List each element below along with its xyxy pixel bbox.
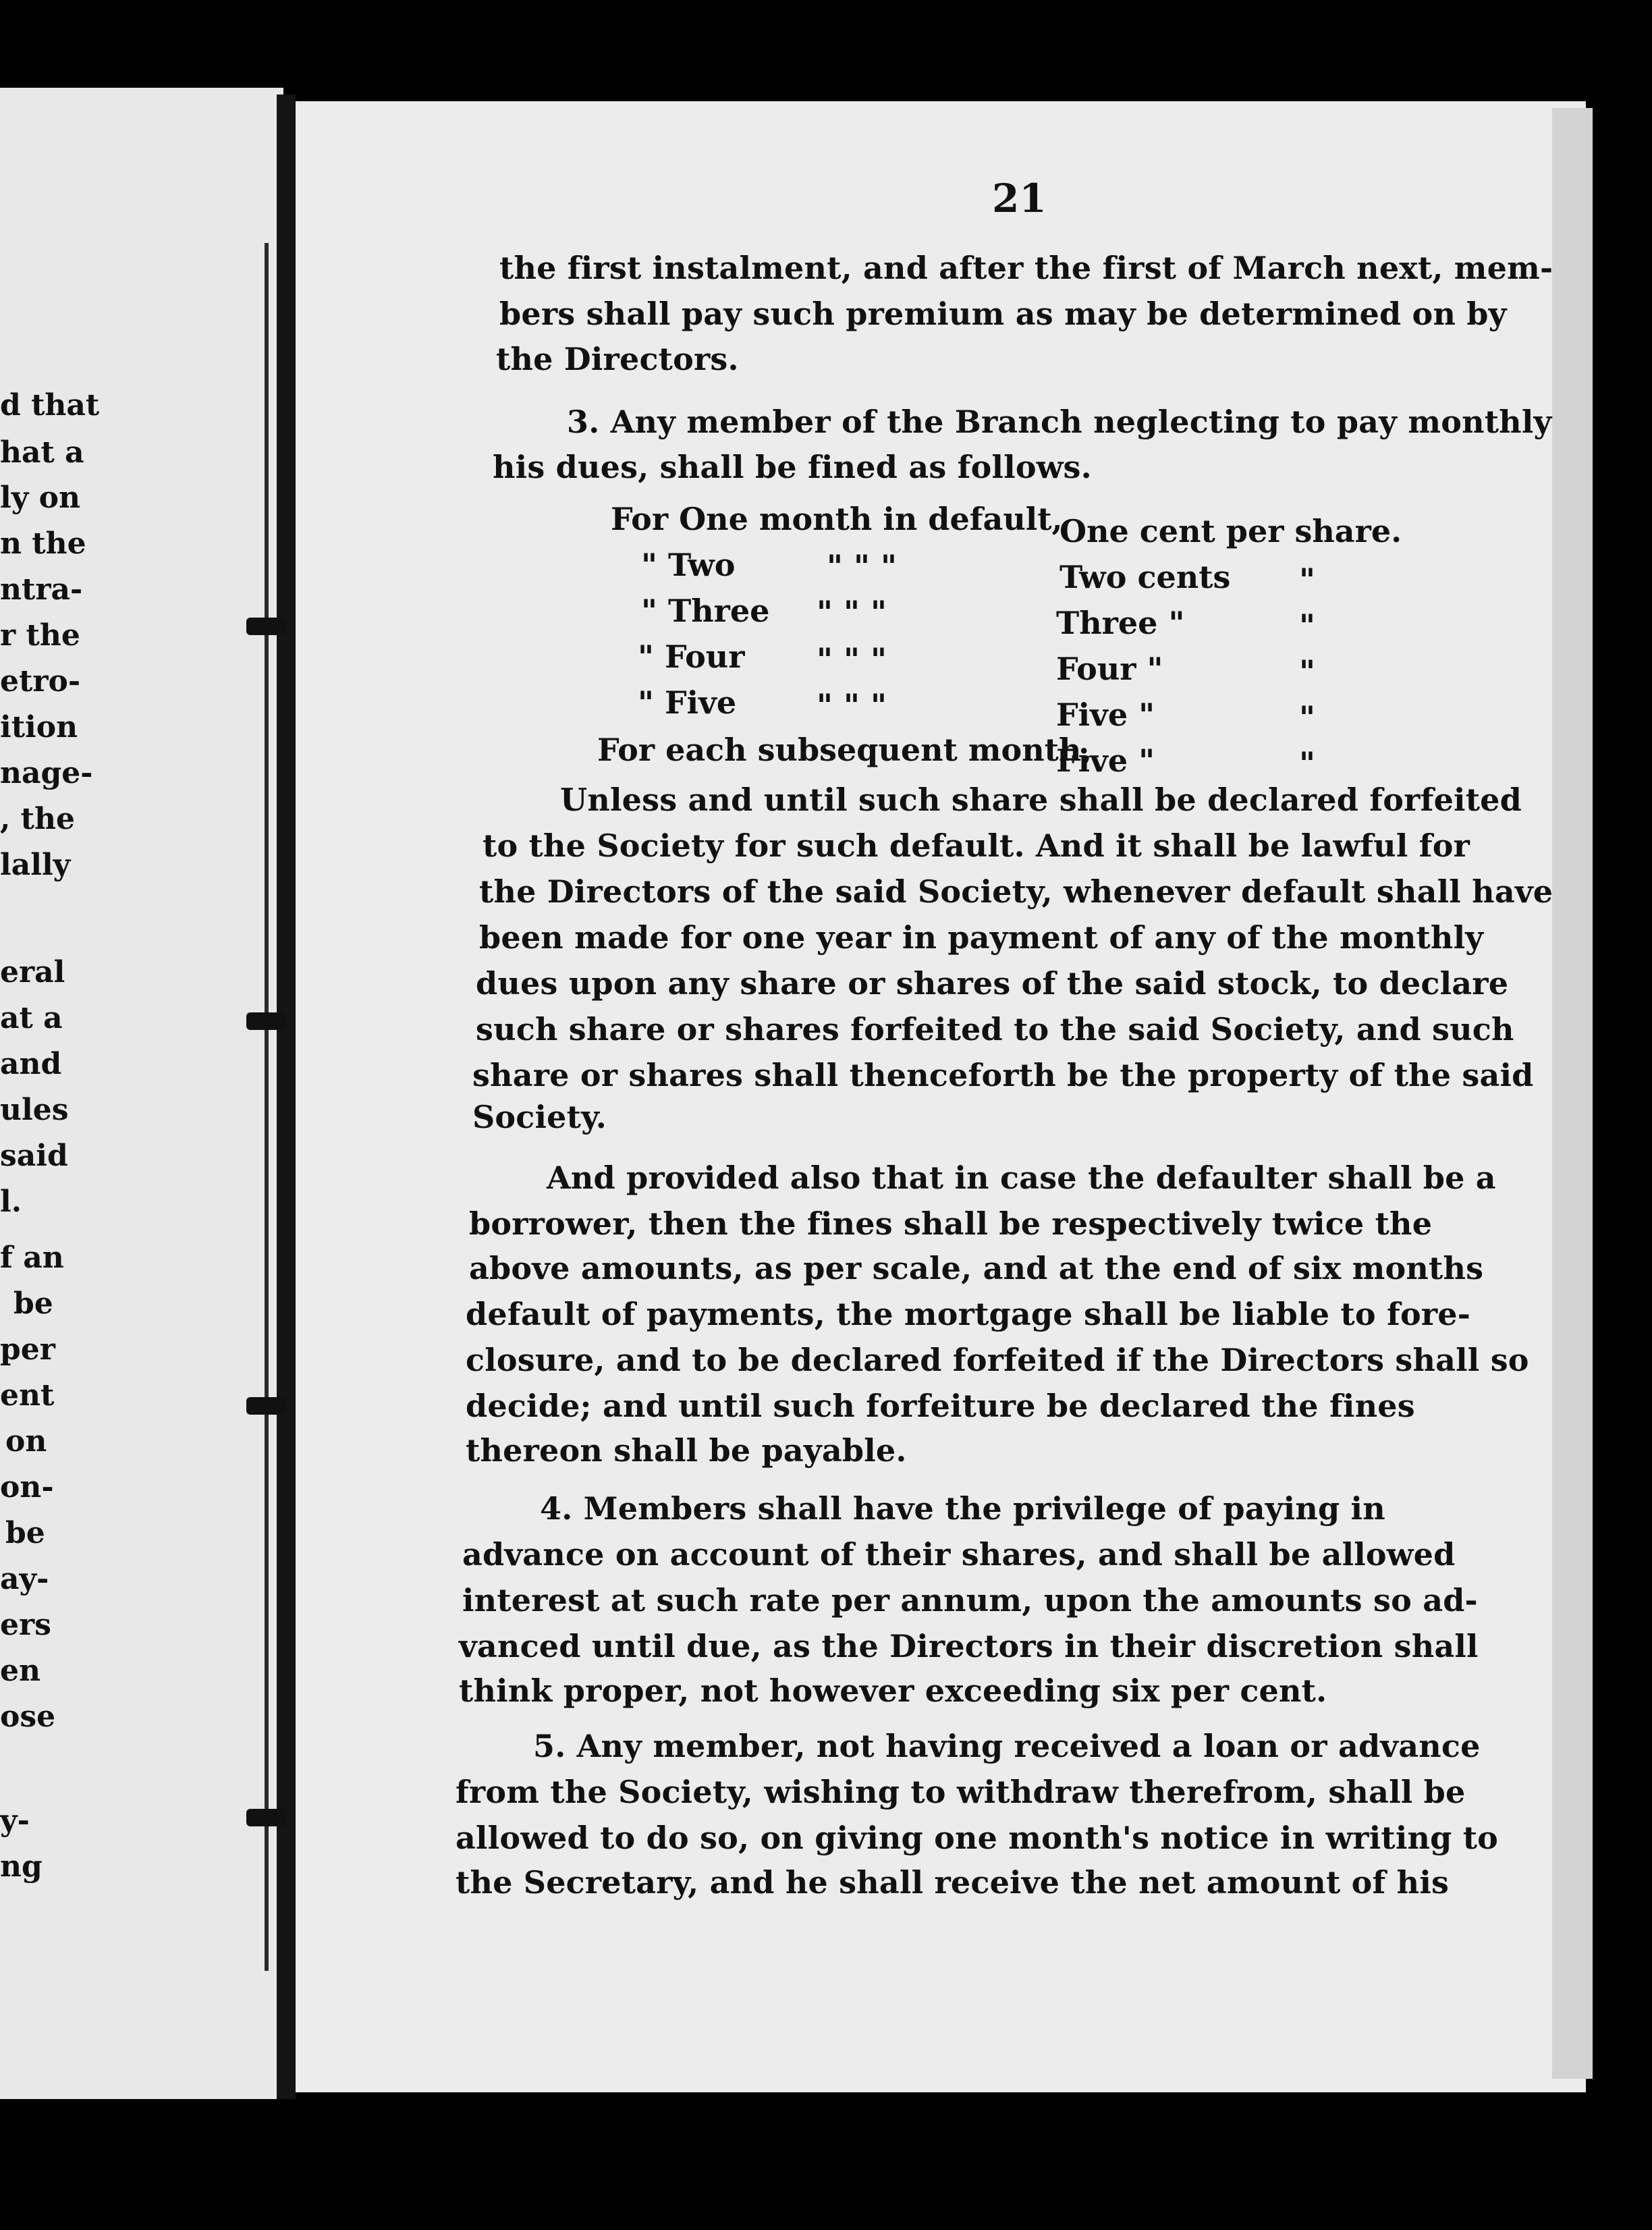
text-line: been made for one year in payment of any of the monthly (479, 919, 1484, 956)
left-fragment: etro- (0, 664, 81, 699)
text-line: dues upon any share or shares of the said stock, to declare (476, 965, 1509, 1002)
left-fragment: on- (0, 1470, 54, 1504)
text-line: 4. Members shall have the privilege of paying in (540, 1490, 1385, 1527)
left-fragment: said (0, 1139, 68, 1173)
left-fragment: nage- (0, 756, 93, 790)
fines-row-amount: Five " (1056, 697, 1155, 733)
left-fragment: and (0, 1047, 62, 1081)
page-number: 21 (992, 175, 1047, 221)
text-line: his dues, shall be fined as follows. (493, 449, 1092, 485)
fines-row-ditto: " " " (817, 594, 887, 630)
text-line: the first instalment, and after the first of March next, mem- (499, 250, 1553, 286)
left-fragment: d that (0, 388, 100, 423)
text-line: interest at such rate per annum, upon the amounts so ad- (462, 1582, 1478, 1619)
fines-row-label: " Two (641, 547, 736, 583)
text-line: Society. (472, 1099, 607, 1135)
fines-row-amount: One cent per share. (1059, 513, 1402, 549)
left-fragment: r the (0, 618, 80, 653)
fines-row-label: " Five (638, 684, 737, 721)
left-fragment: y- (0, 1803, 30, 1838)
fines-row-ditto: " (1299, 745, 1315, 782)
text-line: default of payments, the mortgage shall be liable to fore- (466, 1296, 1471, 1332)
text-line: decide; and until such forfeiture be declared the fines (466, 1388, 1415, 1424)
left-fragment: eral (0, 955, 65, 989)
left-fragment: ay- (0, 1562, 49, 1596)
left-fragment: per (0, 1332, 55, 1367)
text-line: such share or shares forfeited to the said Society, and such (476, 1011, 1514, 1048)
stitch-3 (246, 1397, 285, 1415)
left-fragment: ent (0, 1378, 55, 1413)
fines-row-ditto: " " " (817, 641, 887, 678)
fines-row-label: For One month in default, (611, 501, 1063, 537)
left-fragment: ntra- (0, 572, 83, 607)
text-line: borrower, then the fines shall be respectively twice the (469, 1205, 1433, 1242)
left-fragment: ers (0, 1608, 51, 1642)
fines-row-ditto: " (1299, 607, 1315, 644)
left-fragment: ules (0, 1093, 69, 1127)
text-line: 3. Any member of the Branch neglecting to pay monthly (567, 404, 1552, 440)
stitch-4 (246, 1809, 285, 1826)
text-line: share or shares shall thenceforth be the property of the said (472, 1057, 1534, 1093)
fines-row-label: " Four (638, 638, 745, 675)
fines-row-label: For each subsequent month, (597, 732, 1093, 768)
left-fragment: , the (0, 802, 75, 836)
text-line: advance on account of their shares, and shall be allowed (462, 1536, 1456, 1573)
left-fragment: on (5, 1424, 47, 1459)
left-fragment: ition (0, 710, 78, 744)
text-line: from the Society, wishing to withdraw therefrom, shall be (456, 1774, 1466, 1810)
text-line: And provided also that in case the defaulter shall be a (547, 1160, 1496, 1196)
text-line: to the Society for such default. And it shall be lawful for (483, 827, 1470, 864)
text-line: the Secretary, and he shall receive the net amount of his (456, 1864, 1450, 1901)
text-line: allowed to do so, on giving one month's notice in writing to (456, 1820, 1499, 1856)
left-fragment: ose (0, 1699, 56, 1734)
binding-gutter (277, 94, 296, 2099)
fines-row-amount: Three " (1056, 605, 1185, 641)
binding-thread (265, 243, 269, 1971)
text-line: the Directors of the said Society, whenever default shall have (479, 873, 1553, 910)
page-edge (1552, 108, 1593, 2079)
left-fragment: be (5, 1516, 45, 1550)
fines-row-ditto: " " " (817, 687, 887, 724)
fines-row-amount: Four " (1056, 651, 1163, 687)
text-line: thereon shall be payable. (466, 1432, 907, 1469)
text-line: Unless and until such share shall be declared forfeited (560, 782, 1522, 818)
text-line: vanced until due, as the Directors in their discretion shall (459, 1628, 1479, 1664)
fines-row-ditto: " (1299, 562, 1315, 598)
text-line: bers shall pay such premium as may be determined on by (499, 296, 1507, 332)
stitch-2 (246, 1012, 285, 1030)
fines-row-ditto: " (1299, 653, 1315, 690)
left-fragment: f an (0, 1241, 64, 1275)
text-line: above amounts, as per scale, and at the end of six months (469, 1250, 1484, 1286)
text-line: closure, and to be declared forfeited if the Directors shall so (466, 1342, 1529, 1378)
left-fragment: lally (0, 848, 71, 882)
text-line: the Directors. (496, 341, 739, 377)
fines-row-ditto: " " " (827, 548, 897, 584)
fines-row-ditto: " (1299, 699, 1315, 736)
text-line: think proper, not however exceeding six per cent. (459, 1672, 1327, 1709)
left-fragment: be (13, 1286, 53, 1321)
left-fragment: n the (0, 526, 86, 561)
left-fragment: at a (0, 1001, 63, 1035)
left-fragment: en (0, 1654, 40, 1688)
text-line: 5. Any member, not having received a loan or advance (533, 1728, 1481, 1764)
stitch-1 (246, 618, 285, 635)
left-fragment: hat a (0, 435, 84, 470)
left-fragment: l. (0, 1185, 22, 1219)
fines-row-amount: Two cents (1059, 559, 1231, 595)
left-fragment: ly on (0, 481, 80, 515)
left-fragment: ng (0, 1849, 43, 1884)
fines-row-amount: Five " (1056, 742, 1155, 779)
fines-row-label: " Three (641, 593, 770, 629)
